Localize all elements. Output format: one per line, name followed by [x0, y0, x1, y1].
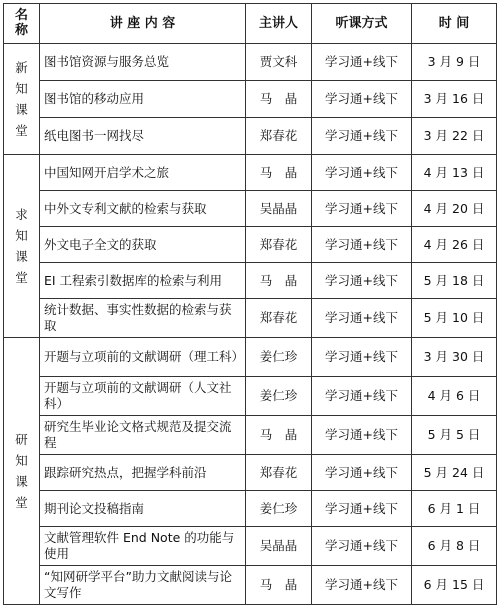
mode-cell: 学习通+线下	[312, 377, 412, 416]
topic-cell: “知网研学平台”助力文献阅读与论文写作	[40, 566, 246, 605]
table-row	[4, 455, 497, 491]
table-row	[4, 299, 497, 338]
header-topic: 讲 座 内 容	[40, 4, 246, 44]
mode-cell: 学习通+线下	[312, 455, 412, 491]
mode-cell: 学习通+线下	[312, 155, 412, 191]
table-row	[4, 527, 497, 566]
lecture-schedule-table	[3, 3, 497, 605]
topic-cell: 中国知网开启学术之旅	[40, 155, 246, 191]
date-cell: 4 月 26 日	[412, 227, 497, 263]
header-date: 时 间	[412, 4, 497, 44]
date-cell: 5 月 24 日	[412, 455, 497, 491]
mode-cell: 学习通+线下	[312, 527, 412, 566]
mode-cell: 学习通+线下	[312, 191, 412, 227]
mode-cell: 学习通+线下	[312, 118, 412, 155]
lecturer-cell: 郑春花	[246, 299, 312, 338]
date-cell: 3 月 30 日	[412, 338, 497, 377]
topic-cell: 文献管理软件 End Note 的功能与使用	[40, 527, 246, 566]
topic-cell: 纸电图书一网找尽	[40, 118, 246, 155]
date-cell: 6 月 1 日	[412, 491, 497, 527]
table-row	[4, 263, 497, 299]
header-lecturer: 主讲人	[246, 4, 312, 44]
date-cell: 6 月 8 日	[412, 527, 497, 566]
date-cell: 6 月 15 日	[412, 566, 497, 605]
topic-cell: 开题与立项前的文献调研（理工科）	[40, 338, 246, 377]
table-row	[4, 416, 497, 455]
category-label: 研知课堂	[15, 432, 28, 510]
lecturer-cell: 姜仁珍	[246, 491, 312, 527]
mode-cell: 学习通+线下	[312, 44, 412, 81]
date-cell: 5 月 10 日	[412, 299, 497, 338]
topic-cell: 图书馆的移动应用	[40, 81, 246, 118]
topic-cell: 研究生毕业论文格式规范及提交流程	[40, 416, 246, 455]
header-mode: 听课方式	[312, 4, 412, 44]
category-cell	[4, 155, 40, 338]
lecturer-cell: 郑春花	[246, 118, 312, 155]
table-row	[4, 44, 497, 81]
topic-cell: 开题与立项前的文献调研（人文社科）	[40, 377, 246, 416]
category-cell	[4, 338, 40, 605]
topic-cell: 外文电子全文的获取	[40, 227, 246, 263]
mode-cell: 学习通+线下	[312, 416, 412, 455]
table-row	[4, 81, 497, 118]
table-row	[4, 377, 497, 416]
table-header-row	[4, 4, 497, 44]
lecturer-cell: 吴晶晶	[246, 527, 312, 566]
mode-cell: 学习通+线下	[312, 491, 412, 527]
mode-cell: 学习通+线下	[312, 299, 412, 338]
table-row	[4, 227, 497, 263]
date-cell: 4 月 20 日	[412, 191, 497, 227]
date-cell: 3 月 16 日	[412, 81, 497, 118]
lecturer-cell: 马 晶	[246, 155, 312, 191]
header-category	[4, 4, 40, 44]
mode-cell: 学习通+线下	[312, 263, 412, 299]
category-label: 求知课堂	[15, 207, 28, 285]
lecturer-cell: 郑春花	[246, 227, 312, 263]
topic-cell: 跟踪研究热点，把握学科前沿	[40, 455, 246, 491]
lecturer-cell: 姜仁珍	[246, 338, 312, 377]
mode-cell: 学习通+线下	[312, 566, 412, 605]
lecturer-cell: 马 晶	[246, 263, 312, 299]
lecturer-cell: 姜仁珍	[246, 377, 312, 416]
table-row	[4, 191, 497, 227]
mode-cell: 学习通+线下	[312, 81, 412, 118]
lecturer-cell: 郑春花	[246, 455, 312, 491]
date-cell: 3 月 9 日	[412, 44, 497, 81]
date-cell: 4 月 6 日	[412, 377, 497, 416]
table-row	[4, 338, 497, 377]
topic-cell: 图书馆资源与服务总览	[40, 44, 246, 81]
lecturer-cell: 吴晶晶	[246, 191, 312, 227]
topic-cell: 期刊论文投稿指南	[40, 491, 246, 527]
table-row	[4, 566, 497, 605]
topic-cell: 中外文专利文献的检索与获取	[40, 191, 246, 227]
lecturer-cell: 贾文科	[246, 44, 312, 81]
date-cell: 4 月 13 日	[412, 155, 497, 191]
date-cell: 5 月 18 日	[412, 263, 497, 299]
lecturer-cell: 马 晶	[246, 566, 312, 605]
lecturer-cell: 马 晶	[246, 81, 312, 118]
category-cell	[4, 44, 40, 155]
table-row	[4, 118, 497, 155]
topic-cell: EI 工程索引数据库的检索与利用	[40, 263, 246, 299]
mode-cell: 学习通+线下	[312, 227, 412, 263]
date-cell: 5 月 5 日	[412, 416, 497, 455]
table-row	[4, 155, 497, 191]
header-category-label: 名称	[14, 8, 28, 38]
date-cell: 3 月 22 日	[412, 118, 497, 155]
topic-cell: 统计数据、事实性数据的检索与获取	[40, 299, 246, 338]
table-row	[4, 491, 497, 527]
mode-cell: 学习通+线下	[312, 338, 412, 377]
category-label: 新知课堂	[15, 60, 28, 138]
lecturer-cell: 马 晶	[246, 416, 312, 455]
